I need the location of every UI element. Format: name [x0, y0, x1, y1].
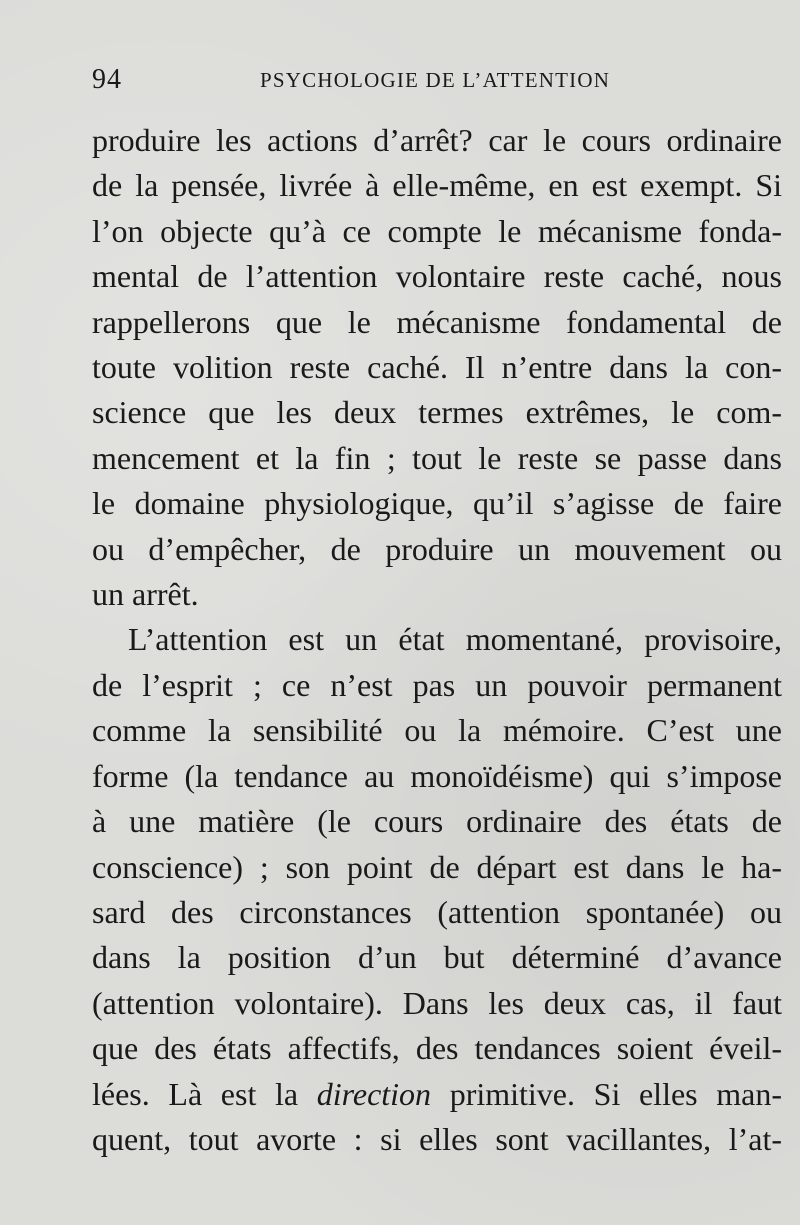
text-line: produire les actions d’arrêt? car le cours ordinaire — [92, 122, 782, 158]
italic-word: direction — [316, 1075, 432, 1112]
text-line: de la pensée, livrée à elle-même, en est exempt. Si — [92, 167, 782, 204]
text-line: l’on objecte qu’à ce compte le mécanisme fonda- — [92, 212, 782, 249]
text-line: de l’esprit ; ce n’est pas un pouvoir permanent — [92, 666, 782, 703]
running-head: PSYCHOLOGIE DE L’ATTENTION — [260, 68, 611, 92]
text-line: sard des circonstances (attention spontanée) ou — [92, 893, 782, 930]
page-header — [92, 60, 760, 100]
text-segment: primitive. Si elles man- — [431, 1075, 782, 1112]
text-line: L’attention est un état momentané, provisoire, — [128, 621, 782, 658]
text-line: que des états affectifs, des tendances soient éveil- — [92, 1030, 782, 1067]
text-line: science que les deux termes extrêmes, le com- — [92, 394, 782, 431]
text-line: à une matière (le cours ordinaire des états de — [92, 803, 782, 840]
text-segment: lées. Là est la — [92, 1075, 317, 1112]
text-line: mental de l’attention volontaire reste caché, nous — [92, 258, 782, 295]
page-number: 94 — [92, 64, 122, 95]
text-line — [92, 1072, 782, 1117]
text-line: comme la sensibilité ou la mémoire. C’est une — [92, 712, 782, 749]
text-line: un arrêt. — [92, 576, 199, 613]
text-line: ou d’empêcher, de produire un mouvement ou — [92, 530, 782, 567]
text-line: toute volition reste caché. Il n’entre dans la con- — [92, 349, 782, 386]
text-line: rappellerons que le mécanisme fondamental de — [92, 303, 782, 340]
text-line: mencement et la fin ; tout le reste se passe dans — [92, 439, 782, 476]
text-line: forme (la tendance au monoïdéisme) qui s’impose — [92, 757, 782, 794]
text-line: quent, tout avorte : si elles sont vacillantes, l’at- — [92, 1120, 782, 1157]
text-line: le domaine physiologique, qu’il s’agisse de faire — [92, 485, 782, 522]
body-text — [92, 118, 782, 1162]
text-line: dans la position d’un but déterminé d’avance — [92, 939, 782, 976]
text-line: conscience) ; son point de départ est dans le ha- — [92, 848, 782, 885]
text-line: (attention volontaire). Dans les deux cas, il faut — [92, 984, 782, 1021]
